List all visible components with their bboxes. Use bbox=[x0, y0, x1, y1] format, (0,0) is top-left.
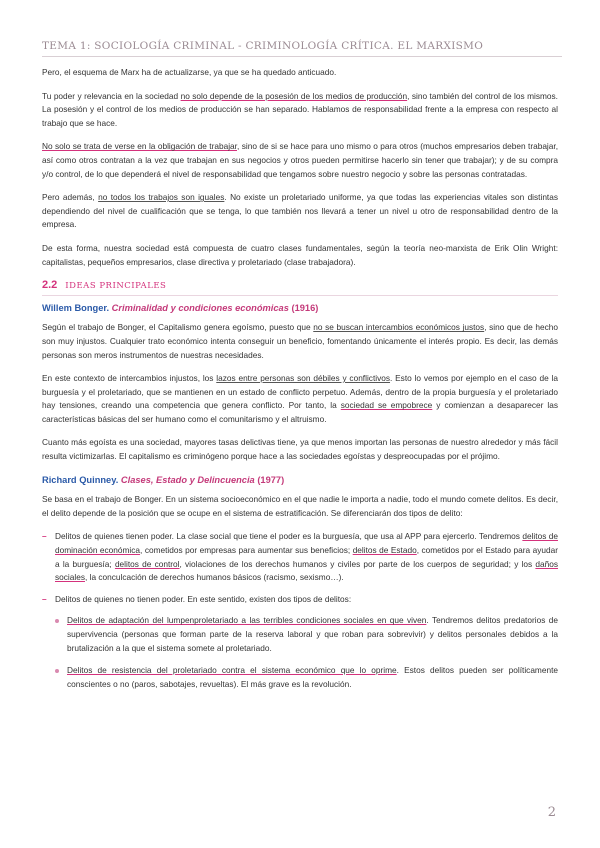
bonger-heading bbox=[42, 302, 558, 316]
intro-p4-text-b: . No existe un proletariado uniforme, ya que todas las experiencias vitales son distintas dependiendo del nivel de cualificación que se tenga, lo que también nos llevará a tener un nivel u otro de responsabilidad dentro de la empresa. bbox=[42, 192, 559, 230]
header-title: TEMA 1: SOCIOLOGÍA CRIMINAL - CRIMINOLOGÍA CRÍTICA. EL MARXISMO bbox=[42, 40, 484, 52]
sub-list bbox=[42, 614, 558, 691]
d1-text-a: Delitos de quienes tienen poder. La clase social que tiene el poder es la burguesía, que usa al APP para ejercerlo. Tendremos bbox=[55, 531, 523, 542]
bullet-dot-icon bbox=[55, 619, 59, 623]
intro-p2-underline: no solo depende de la posesión de los medios de producción bbox=[180, 90, 408, 101]
s1-underline: Delitos de adaptación del lumpenproletariado a las terribles condiciones sociales en que viven bbox=[67, 615, 427, 626]
list-item-powerful-crimes bbox=[42, 530, 558, 584]
quinney-paragraph-1 bbox=[42, 493, 558, 520]
intro-p3-underline: No solo se trata de verse en la obligación de trabajar bbox=[42, 141, 237, 152]
quinney-work: Clases, Estado y Delincuencia bbox=[120, 474, 255, 485]
dash-bullet-icon: – bbox=[42, 593, 47, 604]
quinney-heading bbox=[42, 474, 558, 488]
bullet-dot-icon bbox=[55, 669, 59, 673]
document-body bbox=[42, 66, 558, 700]
dash-bullet-icon: – bbox=[42, 531, 47, 542]
sub-item-adaptation bbox=[55, 614, 558, 655]
list-item-powerless-crimes bbox=[42, 593, 558, 607]
bonger-p1-text-a: Según el trabajo de Bonger, el Capitalismo genera egoísmo, puesto que bbox=[42, 322, 314, 333]
bonger-p2-text-c: y comienzan a desaparecer las características básicas del ser humano como el comunitarismo y el altruismo. bbox=[42, 400, 558, 424]
bonger-p2-text-b: . Esto lo vemos por ejemplo en el caso de la burguesía y el proletariado, que se mantienen en un estado de conflicto perpetuo. Además, dentro de la propia burguesía y el proletariado hay tensiones, creando una competencia que genera conflicto. Por tanto, la bbox=[42, 373, 558, 411]
d2-text: Delitos de quienes no tienen poder. En este sentido, existen dos tipos de delitos: bbox=[55, 593, 352, 604]
page-number: 2 bbox=[547, 805, 556, 820]
intro-p2-text-a: Tu poder y relevancia en la sociedad bbox=[42, 90, 181, 101]
intro-p5-text: De esta forma, nuestra sociedad está compuesta de cuatro clases fundamentales, según la teoría neo-marxista de Erik Olin Wright: capitalistas, pequeños empresarios, clase directiva y proletariado (clase trabajadora). bbox=[42, 242, 558, 267]
intro-p1-text: Pero, el esquema de Marx ha de actualizarse, ya que se ha quedado anticuado. bbox=[42, 67, 337, 77]
s2-underline: Delitos de resistencia del proletariado contra el sistema económico que lo oprime bbox=[67, 665, 397, 676]
bonger-work: Criminalidad y condiciones económicas bbox=[111, 302, 289, 313]
section-heading bbox=[42, 279, 558, 296]
section-title: IDEAS PRINCIPALES bbox=[65, 281, 167, 292]
d1-text-b: , cometidos por empresas para aumentar sus beneficios; bbox=[140, 545, 353, 556]
section-number: 2.2 bbox=[42, 279, 58, 292]
bonger-p2-underline-2: sociedad se empobrece bbox=[340, 400, 433, 411]
d1-underline-3: delitos de control bbox=[114, 558, 180, 569]
quinney-year: (1977) bbox=[257, 474, 285, 485]
bonger-p1-text-b: , sino que de hecho son muy injustos. Cualquier trato económico intenta conseguir un beneficio, fomentando únicamente el interés propio. Es decir, las demás personas son meros instrumentos de nuestras necesidades. bbox=[42, 322, 558, 360]
d1-underline-1: delitos de dominación económica bbox=[55, 531, 558, 556]
d1-text-e: , la conculcación de derechos humanos básicos (racismo, sexismo…). bbox=[84, 572, 344, 583]
intro-p4-underline: no todos los trabajos son iguales bbox=[98, 192, 225, 203]
intro-paragraph-4 bbox=[42, 191, 558, 232]
d1-underline-2: delitos de Estado bbox=[352, 545, 417, 556]
d1-underline-4: daños sociales bbox=[55, 558, 558, 583]
intro-p4-text-a: Pero además, bbox=[42, 192, 99, 203]
quinney-author: Richard Quinney. bbox=[42, 474, 119, 485]
intro-paragraph-5 bbox=[42, 242, 558, 269]
bonger-year: (1916) bbox=[291, 302, 319, 313]
bonger-p3-text: Cuanto más egoísta es una sociedad, mayores tasas delictivas tiene, ya que menos importan las personas de nuestro alrededor y más fácil resulta victimizarlas. El capitalismo es criminógeno porque hace a las sociedades egoístas y despreocupadas por el prójimo. bbox=[42, 437, 558, 462]
intro-paragraph-1 bbox=[42, 66, 558, 80]
quinney-p1-text: Se basa en el trabajo de Bonger. En un sistema socioeconómico en el que nadie le importa a nadie, todo el mundo comete delitos. Es decir, el delito depende de la posición que se ocupe en el sistema de estratificación. Se diferenciarán dos tipos de delito: bbox=[42, 494, 558, 518]
page-header bbox=[42, 40, 562, 57]
bonger-paragraph-1 bbox=[42, 321, 558, 362]
s2-text: . Estos delitos pueden ser políticamente conscientes o no (paros, sabotajes, revueltas). El más grave es la revolución. bbox=[67, 665, 558, 689]
sub-item-resistance bbox=[55, 664, 558, 691]
intro-p2-text-b: , sino también del control de los mismos. La posesión y el control de los medios de producción se han separado. Hablamos de responsabilidad frente a la empresa con respecto al trabajo que se hace. bbox=[42, 90, 558, 128]
bonger-p1-underline: no se buscan intercambios económicos justos bbox=[313, 322, 485, 333]
d1-text-c: , cometidos por el Estado para ayudar a la burguesía; bbox=[55, 545, 558, 569]
bonger-p2-text-a: En este contexto de intercambios injustos, los bbox=[42, 373, 217, 384]
bonger-paragraph-2 bbox=[42, 372, 558, 426]
intro-paragraph-2 bbox=[42, 90, 558, 131]
intro-paragraph-3 bbox=[42, 140, 558, 181]
s1-text: . Tendremos delitos predatorios de supervivencia (personas que forman parte de la reserva laboral y que roban para sobrevivir) y delitos personales debidos a la brutalización a la que el sistema somete al proletariado. bbox=[67, 615, 558, 653]
intro-p3-text: , sino de si se hace para uno mismo o para otros (muchos empresarios deben trabajar, así como otros contratan a la vez que trabajan en sus negocios y otros pueden permitirse hacerlo sin tener que trabajar); y de su compra y/o control, de lo que dependerá el nivel de responsabilidad que tengamos sobre nuestro negocio y sobre las personas contratadas. bbox=[42, 141, 559, 179]
bonger-author: Willem Bonger. bbox=[42, 302, 110, 313]
bonger-p2-underline-1: lazos entre personas son débiles y conflictivos bbox=[216, 373, 391, 384]
bonger-paragraph-3 bbox=[42, 436, 558, 463]
d1-text-d: , violaciones de los derechos humanos y civiles por parte de los cuerpos de seguridad; y los bbox=[179, 558, 536, 569]
